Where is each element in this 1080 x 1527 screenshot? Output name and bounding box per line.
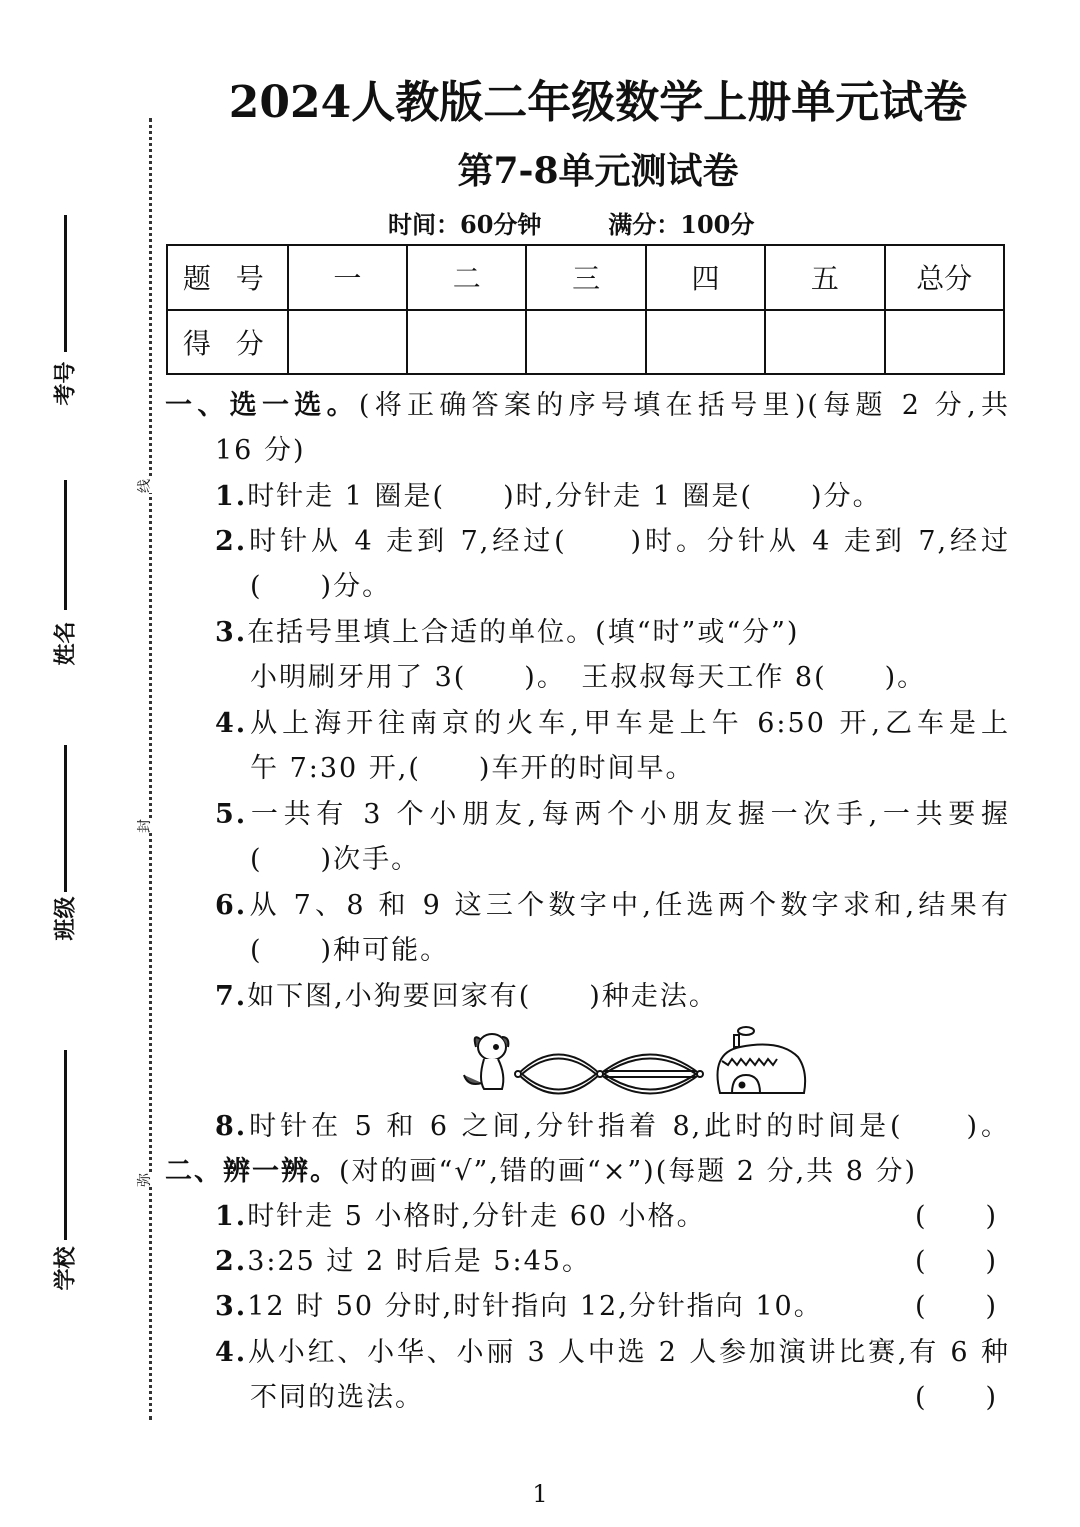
section1-heading: [165, 388, 1010, 424]
answer-bracket[interactable]: ( ): [915, 1291, 999, 1322]
exam-number-blank[interactable]: [64, 215, 67, 352]
question-6-cont: ( )种可能。: [250, 935, 450, 966]
section-note: (对的画“√”,错的画“×”)(每题 2 分,共 8 分): [339, 1156, 918, 1187]
page-subtitle: 第7-8单元测试卷: [457, 150, 739, 192]
question-8: 8.时针在 5 和 6 之间,分针指着 8,此时的时间是( )。: [215, 1111, 1010, 1142]
cut-mark: 线: [137, 479, 153, 493]
judge-question-3: 3.12 时 50 分时,时针指向 12,分针指向 10。: [215, 1291, 823, 1322]
answer-bracket[interactable]: ( ): [915, 1246, 999, 1277]
question-4-cont: 午 7:30 开,( )车开的时间早。: [250, 753, 695, 784]
page-title: 2024人教版二年级数学上册单元试卷: [228, 77, 968, 128]
question-3: 3.在括号里填上合适的单位。(填“时”或“分”): [215, 617, 800, 648]
table-header: 三: [526, 245, 645, 310]
question-5: 5.一共有 3 个小朋友,每两个小朋友握一次手,一共要握: [215, 799, 1010, 830]
judge-question-4: 4.从小红、小华、小丽 3 人中选 2 人参加演讲比赛,有 6 种: [215, 1337, 1010, 1368]
paths-diagram: [515, 1055, 703, 1094]
exam-number-label: 考号: [52, 361, 79, 406]
table-header: 一: [288, 245, 407, 310]
row-label: 得 分: [167, 310, 288, 375]
section-title: 二、辨一辨。: [165, 1156, 339, 1187]
question-2: 2.时针从 4 走到 7,经过( )时。分针从 4 走到 7,经过: [215, 526, 1010, 557]
section2-heading: [165, 1154, 917, 1190]
school-label: 学校: [52, 1246, 79, 1291]
answer-bracket[interactable]: ( ): [915, 1201, 999, 1232]
dog-home-paths-illustration: [450, 1025, 810, 1097]
name-blank[interactable]: [64, 480, 67, 610]
class-blank[interactable]: [64, 745, 67, 892]
question-3-cont: 小明刷牙用了 3( )。 王叔叔每天工作 8( )。: [250, 662, 927, 693]
binding-line: [149, 118, 152, 1420]
score-cell[interactable]: [646, 310, 765, 375]
house-icon: [718, 1027, 806, 1093]
section-note: (将正确答案的序号填在括号里)(每题 2 分,共: [358, 390, 1011, 421]
school-blank[interactable]: [64, 1050, 67, 1240]
question-1: 1.时针走 1 圈是( )时,分针走 1 圈是( )分。: [215, 481, 882, 512]
table-header: 题 号: [167, 245, 288, 310]
name-label: 姓名: [52, 621, 79, 666]
page-number: 1: [532, 1480, 548, 1508]
table-header: 四: [646, 245, 765, 310]
question-5-cont: ( )次手。: [250, 844, 421, 875]
table-header: 五: [765, 245, 884, 310]
judge-question-1: 1.时针走 5 小格时,分针走 60 小格。: [215, 1201, 706, 1232]
question-7: 7.如下图,小狗要回家有( )种走法。: [215, 981, 718, 1012]
class-label: 班级: [52, 896, 79, 941]
dog-icon: [464, 1034, 508, 1089]
answer-bracket[interactable]: ( ): [915, 1382, 999, 1413]
section-note-cont: 16 分): [215, 435, 306, 466]
score-cell[interactable]: [526, 310, 645, 375]
section-title: 一、选一选。: [165, 390, 359, 421]
score-cell[interactable]: [765, 310, 884, 375]
exam-info: [388, 205, 754, 240]
table-header: 总分: [885, 245, 1004, 310]
question-6: 6.从 7、8 和 9 这三个数字中,任选两个数字求和,结果有: [215, 890, 1010, 921]
cut-mark: 封: [137, 819, 153, 833]
question-4: 4.从上海开往南京的火车,甲车是上午 6:50 开,乙车是上: [215, 708, 1010, 739]
table-header: 二: [407, 245, 526, 310]
score-cell[interactable]: [288, 310, 407, 375]
judge-question-4-cont: 不同的选法。: [250, 1382, 424, 1413]
score-cell[interactable]: [407, 310, 526, 375]
cut-mark: 弥: [137, 1173, 153, 1187]
full-score: 满分：100分: [608, 210, 755, 239]
question-2-cont: ( )分。: [250, 571, 392, 602]
score-table: [166, 244, 1005, 375]
judge-question-2: 2.3:25 过 2 时后是 5:45。: [215, 1246, 591, 1277]
score-cell[interactable]: [885, 310, 1004, 375]
time-limit: 时间：60分钟: [388, 210, 542, 239]
